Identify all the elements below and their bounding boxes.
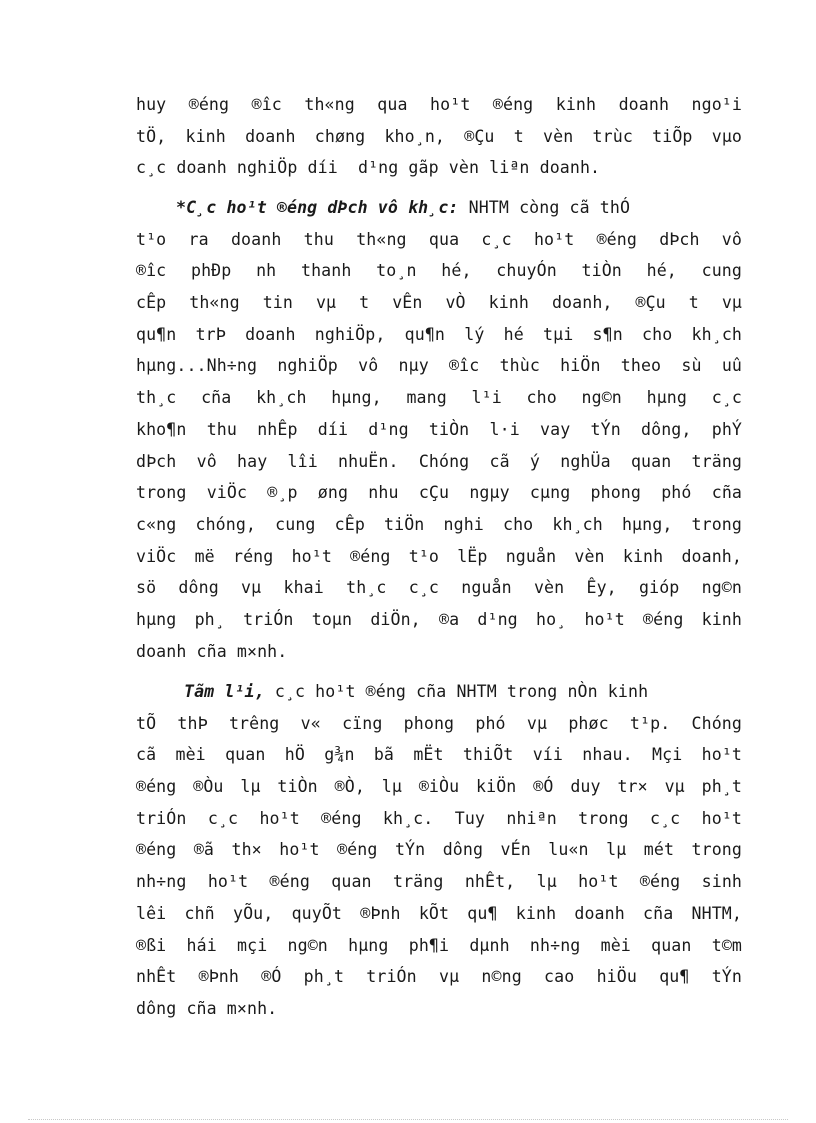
paragraph-3 <box>136 676 742 1025</box>
text-line: nhÊt ®Þnh ®Ó ph¸t triÓn vµ n©ng cao hiÖu qu¶ tÝn <box>136 967 742 987</box>
text-line: tÖ, kinh doanh chøng kho¸n, ®Çu t vèn trùc tiÕp vµo <box>136 126 742 146</box>
heading-continuation: c¸c ho¹t ®éng cña NHTM trong nÒn kinh <box>264 682 649 701</box>
text-line: trong viÖc ®¸p øng nhu cÇu ngµy cµng phong phó cña <box>136 483 742 503</box>
text-line: dÞch vô hay lîi nhuËn. Chóng cã ý nghÜa quan träng <box>136 451 742 471</box>
paragraph-2 <box>136 192 742 667</box>
text-line: huy ®éng ®îc th«ng qua ho¹t ®éng kinh doanh ngo¹i <box>136 95 742 114</box>
text-line: t¹o ra doanh thu th«ng qua c¸c ho¹t ®éng dÞch vô <box>136 229 742 249</box>
text-line: c¸c doanh nghiÖp díi d¹ng gãp vèn liªn doanh. <box>136 158 601 178</box>
text-line: triÓn c¸c ho¹t ®éng kh¸c. Tuy nhiªn trong c¸c ho¹t <box>136 808 742 828</box>
text-line: nh÷ng ho¹t ®éng quan träng nhÊt, lµ ho¹t ®éng sinh <box>136 872 742 892</box>
text-line: kho¶n thu nhÊp díi d¹ng tiÒn l·i vay tÝn dông, phÝ <box>136 419 742 439</box>
text-line: dông cña m×nh. <box>136 998 278 1018</box>
text-line: viÖc më réng ho¹t ®éng t¹o lËp nguån vèn kinh doanh, <box>136 546 742 566</box>
text-line: hµng ph¸ triÓn toµn diÖn, ®a d¹ng ho¸ ho¹t ®éng kinh <box>136 609 742 629</box>
text-line <box>136 676 742 708</box>
paragraph-heading: Tãm l¹i, <box>184 682 265 701</box>
text-line: ®éng ®ã th× ho¹t ®éng tÝn dông vÉn lu«n lµ mét trong <box>136 840 742 860</box>
text-line: cã mèi quan hÖ g¾n bã mËt thiÕt víi nhau. Mçi ho¹t <box>136 745 742 765</box>
text-line <box>136 192 742 224</box>
page-bottom-divider <box>28 1119 788 1120</box>
text-line: th¸c cña kh¸ch hµng, mang l¹i cho ng©n hµng c¸c <box>136 388 742 408</box>
paragraph-1 <box>136 89 742 184</box>
text-line: doanh cña m×nh. <box>136 641 288 661</box>
heading-continuation: NHTM còng cã thÓ <box>458 198 631 217</box>
text-line: lêi chñ yÕu, quyÕt ®Þnh kÕt qu¶ kinh doanh cña NHTM, <box>136 903 742 923</box>
text-line: ®ßi hái mçi ng©n hµng ph¶i dµnh nh÷ng mèi quan t©m <box>136 935 742 955</box>
text-line: ®éng ®Òu lµ tiÒn ®Ò, lµ ®iÒu kiÖn ®Ó duy tr× vµ ph¸t <box>136 777 742 797</box>
text-line: ®îc phÐp nh thanh to¸n hé, chuyÓn tiÒn hé, cung <box>136 261 742 281</box>
text-line: c«ng chóng, cung cÊp tiÖn nghi cho kh¸ch hµng, trong <box>136 514 742 534</box>
text-line: hµng...Nh÷ng nghiÖp vô nµy ®îc thùc hiÖn theo sù uû <box>136 356 742 376</box>
text-line: sö dông vµ khai th¸c c¸c nguån vèn Êy, gióp ng©n <box>136 578 742 598</box>
text-line: tÕ thÞ trêng v« cïng phong phó vµ phøc t¹p. Chóng <box>136 713 742 733</box>
text-line: cÊp th«ng tin vµ t vÊn vÒ kinh doanh, ®Çu t vµ <box>136 293 742 313</box>
text-line: qu¶n trÞ doanh nghiÖp, qu¶n lý hé tµi s¶n cho kh¸ch <box>136 324 742 344</box>
paragraph-heading: *C¸c ho¹t ®éng dÞch vô kh¸c: <box>176 198 459 217</box>
